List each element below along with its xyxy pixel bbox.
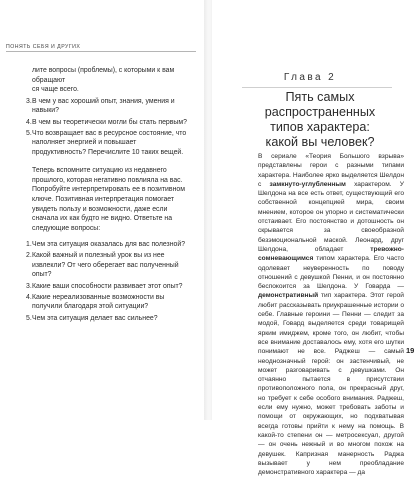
left-page-body <box>6 66 192 323</box>
list-item <box>6 293 192 312</box>
list-number: 5. <box>26 314 32 322</box>
chapter-title-line-1: Пять самых распространенных <box>264 90 376 119</box>
character-type-term: замкнуто-углубленным <box>269 180 346 188</box>
list-number: 3. <box>26 282 32 290</box>
list-number: 4. <box>26 293 32 301</box>
list-item <box>6 118 192 128</box>
list-number: 2. <box>26 251 32 259</box>
list-number: 1. <box>26 240 32 248</box>
chapter-title <box>232 90 408 150</box>
header-divider <box>6 51 196 52</box>
intro-line-1: лите вопросы (проблемы), с которыми к вам обращают <box>32 67 175 84</box>
running-header: ПОНЯТЬ СЕБЯ И ДРУГИХ <box>6 44 81 50</box>
chapter-divider <box>242 87 392 88</box>
list-item <box>6 314 192 324</box>
list-item <box>6 251 192 280</box>
list-number: 3. <box>26 97 32 105</box>
chapter-body-text <box>258 152 404 477</box>
chapter-title-line-3: какой вы человек? <box>265 135 375 149</box>
intro-line-2: ся чаще всего. <box>32 86 79 94</box>
intro-continuation <box>6 66 192 95</box>
list-text: Чем эта ситуация оказалась для вас полезной? <box>32 240 186 248</box>
chapter-label: Глава 2 <box>283 72 337 83</box>
list-item <box>6 240 192 250</box>
right-book-page <box>212 0 420 477</box>
list-item <box>6 129 192 158</box>
left-book-page <box>0 0 206 420</box>
list-text: В чем вы теоретически могли бы стать первым? <box>32 118 187 126</box>
chapter-title-line-2: типов характера: <box>270 120 370 134</box>
body-text-segment: характером. У Шелдона на все есть ответ, существующий его собственной концепцией мира, своим мнением, которое он упорно и систематически отстаивает. Его постоянство и дотошность он скрывается за своеобразной безэмоциональной маской. Леонард, друг Шелдона, обладает <box>258 180 404 253</box>
character-type-term: демонстративный <box>258 292 319 300</box>
body-paragraph: Теперь вспомните ситуацию из недавнего прошлого, которая негативно повлияла на вас. Попробуйте интерпретировать ее в позитивном ключе. Позитивная интерпретация помогает увидеть пользу и возможности, даже если сначала их как будто не видно. Ответьте на следующие вопросы: <box>32 166 185 233</box>
list-item <box>6 97 192 116</box>
list-number: 4. <box>26 118 32 126</box>
body-text-segment: типом характера. Его часто одолевает неуверенность по поводу отношений с девушкой Пенни, и он постоянно беспокоится за Шелдона. У Говарда — <box>258 255 404 291</box>
body-text-segment: тип характера. Этот герой любит рассказывать приукрашенные истории о себе. Главные героини — Пенни — следит за модой, Говард выделяется среди товарищей ярким имиджем, кроме того, он любит, чтобы все внимание доставалось ему, хотя его шутки понимают не все. Раджеш — самый неоднозначный герой: он застенчивый, не может разговаривать с девушками. Он отчаянно пытается в присутствии противоположного пола, он прекрасный друг, но требует к себе особого внимания. Раджеш, если ему нужно, может требовать заботы и помощи от окружающих, но подхватывая всегда готовы прийти к нему на помощь. В какой-то степени он — метросексуал, другой — он очень нежный и во многом похож на девушек. Капризная манерность Раджа вызывает у нем преобладание демонстративного характера — да <box>258 292 404 477</box>
body-text-segment: В сериале «Теория Большого взрыва» представлены герои с разными типами характера. Наиболее ярко выделяется Шелдон с <box>258 153 404 188</box>
list-item <box>6 282 192 292</box>
character-type-term: тревожно-сомневающимся <box>258 245 404 263</box>
list-number: 5. <box>26 129 32 137</box>
list-text: Чем эта ситуация делает вас сильнее? <box>32 314 158 322</box>
page-number: 19 <box>406 346 415 355</box>
list-text: Какие нереализованные возможности вы получили благодаря этой ситуации? <box>32 293 165 311</box>
list-text: Что возвращает вас в ресурсное состояние, что наполняет энергией и повышает продуктивность? Перечислите 10 таких вещей. <box>32 129 187 157</box>
list-text: Какие ваши способности развивает этот опыт? <box>32 282 183 290</box>
list-text: В чем у вас хороший опыт, знания, умения и навыки? <box>32 97 175 115</box>
list-text: Какой важный и полезный урок вы из нее извлекли? От чего оберегает вас полученный опыт? <box>32 251 179 279</box>
